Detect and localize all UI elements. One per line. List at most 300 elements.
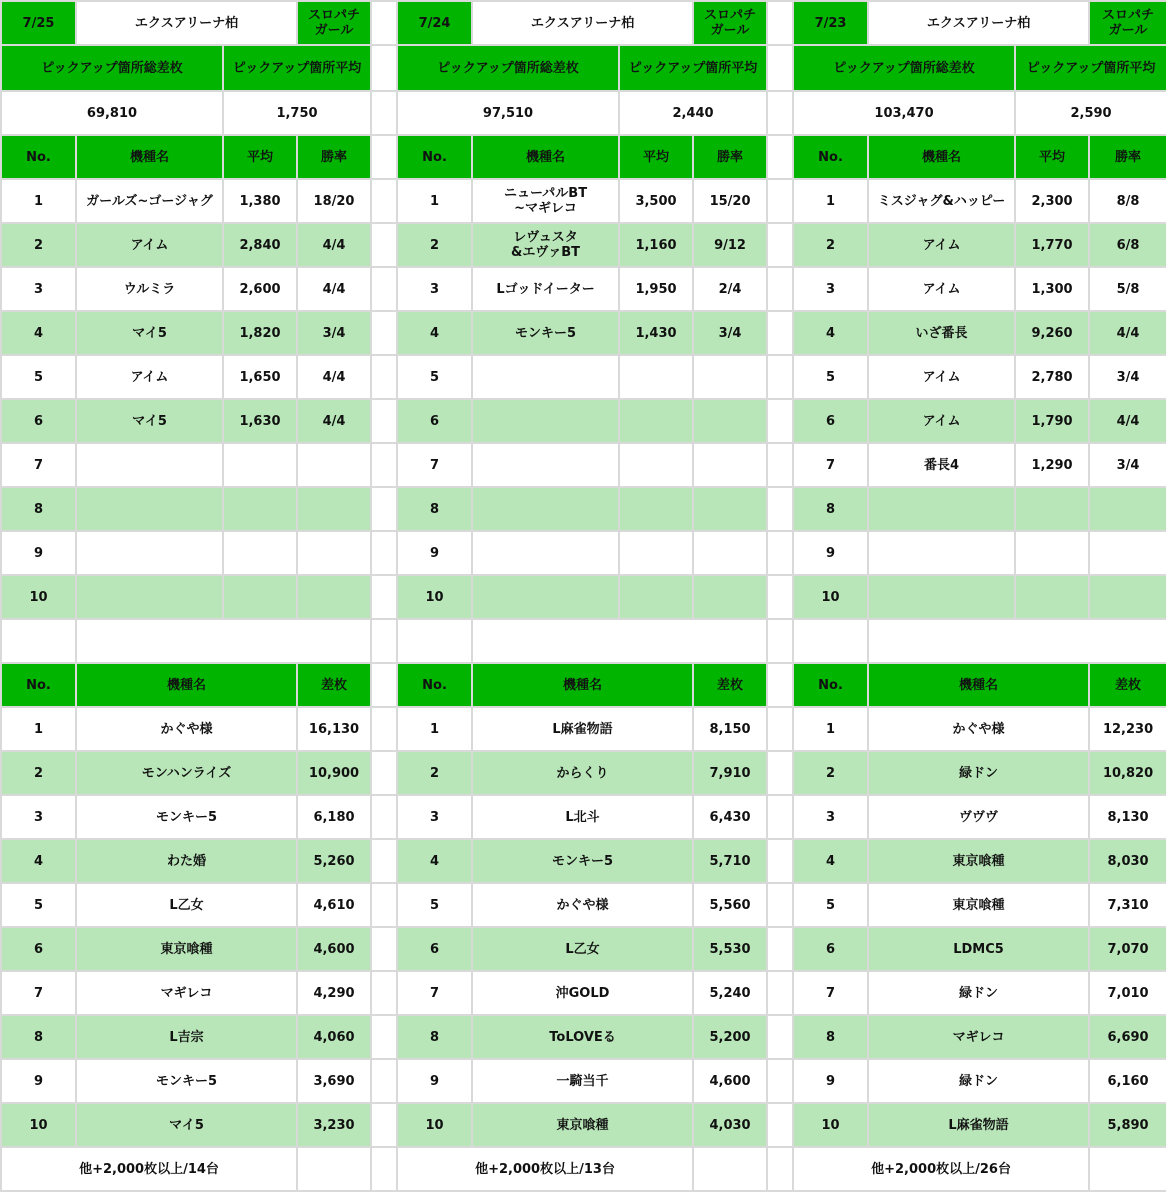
- media-badge: [693, 1, 767, 45]
- pickup-avg: 2,600: [223, 267, 297, 311]
- pickup-no: 1: [793, 179, 868, 223]
- ranking-no: 9: [793, 1059, 868, 1103]
- ranking-no: 6: [1, 927, 76, 971]
- pickup-win-rate: 3/4: [1089, 355, 1166, 399]
- panel-gap: [767, 267, 793, 311]
- ranking-diff: 7,910: [693, 751, 767, 795]
- ranking-machine: L乙女: [76, 883, 297, 927]
- panel-gap: [371, 1059, 397, 1103]
- panel-gap: [767, 1059, 793, 1103]
- pickup-header-no: No.: [1, 135, 76, 179]
- pickup-avg: 1,820: [223, 311, 297, 355]
- ranking-footer: 他+2,000枚以上/26台: [793, 1147, 1089, 1191]
- ranking-header-no: No.: [397, 663, 472, 707]
- ranking-footer: 他+2,000枚以上/13台: [397, 1147, 693, 1191]
- pickup-no: 2: [1, 223, 76, 267]
- pickup-machine: アイム: [868, 355, 1015, 399]
- pickup-win-rate: 4/4: [297, 223, 371, 267]
- panel-gap: [371, 707, 397, 751]
- pickup-machine: 番長4: [868, 443, 1015, 487]
- panel-gap: [371, 223, 397, 267]
- panel-gap: [767, 619, 793, 663]
- ranking-machine: L麻雀物語: [868, 1103, 1089, 1147]
- panel-gap: [371, 795, 397, 839]
- panel-gap: [767, 795, 793, 839]
- pickup-no: 10: [1, 575, 76, 619]
- pickup-avg: [619, 443, 693, 487]
- ranking-no: 3: [397, 795, 472, 839]
- ranking-no: 7: [793, 971, 868, 1015]
- blank-cell: [297, 1147, 371, 1191]
- blank-cell: [1089, 1147, 1166, 1191]
- pickup-win-rate: [297, 487, 371, 531]
- grid-row: [1, 223, 1166, 267]
- pickup-no: 1: [397, 179, 472, 223]
- pickup-header-win: 勝率: [1089, 135, 1166, 179]
- date-cell: 7/24: [397, 1, 472, 45]
- pickup-win-rate: 4/4: [297, 267, 371, 311]
- ranking-header-diff: 差枚: [1089, 663, 1166, 707]
- ranking-diff: 5,260: [297, 839, 371, 883]
- pickup-no: 10: [397, 575, 472, 619]
- grid-row: [1, 1015, 1166, 1059]
- pickup-machine: [868, 531, 1015, 575]
- pickup-machine: アイム: [868, 267, 1015, 311]
- ranking-diff: 3,690: [297, 1059, 371, 1103]
- ranking-machine: マギレコ: [868, 1015, 1089, 1059]
- pickup-win-rate: 3/4: [297, 311, 371, 355]
- pickup-header-win: 勝率: [693, 135, 767, 179]
- grid-row: [1, 1103, 1166, 1147]
- grid-row: [1, 267, 1166, 311]
- ranking-diff: 10,820: [1089, 751, 1166, 795]
- pickup-avg: 9,260: [1015, 311, 1089, 355]
- pickup-machine: [472, 179, 619, 223]
- ranking-machine: 東京喰種: [868, 883, 1089, 927]
- ranking-no: 10: [1, 1103, 76, 1147]
- pickup-no: 9: [793, 531, 868, 575]
- ranking-header-machine: 機種名: [868, 663, 1089, 707]
- pickup-no: 4: [1, 311, 76, 355]
- panel-gap: [371, 1147, 397, 1191]
- media-badge-line: スロパチ: [1102, 8, 1155, 23]
- ranking-header-machine: 機種名: [76, 663, 297, 707]
- blank-cell: [472, 619, 767, 663]
- ranking-diff: 4,610: [297, 883, 371, 927]
- panel-gap: [371, 267, 397, 311]
- ranking-machine: 東京喰種: [868, 839, 1089, 883]
- pickup-no: 3: [793, 267, 868, 311]
- date-cell: 7/23: [793, 1, 868, 45]
- grid-row: [1, 531, 1166, 575]
- total-diff-header: ピックアップ箇所総差枚: [1, 45, 223, 91]
- panel-gap: [767, 91, 793, 135]
- panel-gap: [767, 927, 793, 971]
- ranking-diff: 4,060: [297, 1015, 371, 1059]
- pickup-avg: [1015, 531, 1089, 575]
- pickup-machine: [472, 487, 619, 531]
- pickup-header-avg: 平均: [1015, 135, 1089, 179]
- pickup-no: 9: [397, 531, 472, 575]
- panel-gap: [371, 135, 397, 179]
- pickup-avg: 2,840: [223, 223, 297, 267]
- panel-gap: [767, 443, 793, 487]
- average-value: 2,590: [1015, 91, 1166, 135]
- panel-gap: [767, 531, 793, 575]
- panel-gap: [767, 179, 793, 223]
- pickup-win-rate: 3/4: [693, 311, 767, 355]
- media-badge-line: スロパチ: [308, 8, 361, 23]
- pickup-avg: 1,160: [619, 223, 693, 267]
- ranking-no: 4: [793, 839, 868, 883]
- blank-cell: [868, 619, 1166, 663]
- pickup-machine: [76, 487, 223, 531]
- pickup-win-rate: [297, 575, 371, 619]
- pickup-machine-line: ニューパルBT: [503, 186, 588, 201]
- ranking-header-machine: 機種名: [472, 663, 693, 707]
- blank-cell: [76, 619, 371, 663]
- pickup-machine: Lゴッドイーター: [472, 267, 619, 311]
- pickup-win-rate: 4/4: [297, 399, 371, 443]
- ranking-machine: かぐや様: [76, 707, 297, 751]
- ranking-no: 6: [793, 927, 868, 971]
- panel-gap: [371, 179, 397, 223]
- ranking-diff: 6,180: [297, 795, 371, 839]
- ranking-diff: 8,150: [693, 707, 767, 751]
- grid-row: [1, 135, 1166, 179]
- panel-gap: [371, 839, 397, 883]
- pickup-win-rate: 6/8: [1089, 223, 1166, 267]
- ranking-diff: 5,530: [693, 927, 767, 971]
- pickup-win-rate: [1089, 575, 1166, 619]
- ranking-diff: 16,130: [297, 707, 371, 751]
- pickup-header-machine: 機種名: [868, 135, 1015, 179]
- panel-gap: [767, 45, 793, 91]
- pickup-header-win: 勝率: [297, 135, 371, 179]
- panel-gap: [371, 927, 397, 971]
- average-header: ピックアップ箇所平均: [619, 45, 767, 91]
- pickup-win-rate: [297, 443, 371, 487]
- pickup-machine: アイム: [868, 223, 1015, 267]
- ranking-machine: かぐや様: [868, 707, 1089, 751]
- ranking-no: 10: [793, 1103, 868, 1147]
- pickup-machine: マイ5: [76, 311, 223, 355]
- grid-row: [1, 927, 1166, 971]
- panel-gap: [767, 971, 793, 1015]
- ranking-no: 3: [793, 795, 868, 839]
- panel-gap: [371, 355, 397, 399]
- panel-gap: [371, 751, 397, 795]
- ranking-diff: 7,310: [1089, 883, 1166, 927]
- pickup-no: 5: [397, 355, 472, 399]
- pickup-machine: アイム: [868, 399, 1015, 443]
- grid-row: [1, 355, 1166, 399]
- pickup-win-rate: [1089, 531, 1166, 575]
- grid-row: [1, 443, 1166, 487]
- grid-row: [1, 839, 1166, 883]
- pickup-win-rate: [693, 531, 767, 575]
- pickup-avg: [619, 399, 693, 443]
- blank-cell: [693, 1147, 767, 1191]
- ranking-no: 3: [1, 795, 76, 839]
- pickup-avg: 1,380: [223, 179, 297, 223]
- grid-row: [1, 45, 1166, 91]
- ranking-machine: マギレコ: [76, 971, 297, 1015]
- blank-cell: [397, 619, 472, 663]
- pickup-machine: [868, 487, 1015, 531]
- panel-gap: [371, 575, 397, 619]
- pickup-win-rate: [693, 487, 767, 531]
- media-badge: [1089, 1, 1166, 45]
- ranking-diff: 5,710: [693, 839, 767, 883]
- ranking-no: 5: [793, 883, 868, 927]
- panel-gap: [767, 575, 793, 619]
- pickup-machine: ガールズ~ゴージャグ: [76, 179, 223, 223]
- pickup-avg: 1,300: [1015, 267, 1089, 311]
- grid-row: [1, 707, 1166, 751]
- pickup-win-rate: 5/8: [1089, 267, 1166, 311]
- panel-gap: [767, 355, 793, 399]
- media-badge-line: ガール: [1108, 23, 1148, 38]
- panel-gap: [767, 311, 793, 355]
- pickup-header-machine: 機種名: [76, 135, 223, 179]
- pickup-win-rate: [693, 443, 767, 487]
- pickup-machine: [472, 223, 619, 267]
- panel-gap: [767, 883, 793, 927]
- ranking-diff: 6,430: [693, 795, 767, 839]
- pickup-avg: 1,790: [1015, 399, 1089, 443]
- pickup-avg: 1,770: [1015, 223, 1089, 267]
- ranking-machine: モンキー5: [76, 1059, 297, 1103]
- store-name: エクスアリーナ柏: [76, 1, 297, 45]
- ranking-diff: 12,230: [1089, 707, 1166, 751]
- ranking-no: 8: [397, 1015, 472, 1059]
- pickup-machine: [472, 399, 619, 443]
- ranking-no: 4: [1, 839, 76, 883]
- pickup-no: 2: [793, 223, 868, 267]
- ranking-machine: ヴヴヴ: [868, 795, 1089, 839]
- store-name: エクスアリーナ柏: [868, 1, 1089, 45]
- ranking-header-diff: 差枚: [693, 663, 767, 707]
- pickup-machine: アイム: [76, 223, 223, 267]
- ranking-diff: 4,290: [297, 971, 371, 1015]
- ranking-diff: 3,230: [297, 1103, 371, 1147]
- panel-gap: [767, 1103, 793, 1147]
- grid-row: [1, 751, 1166, 795]
- media-badge-line: ガール: [314, 23, 354, 38]
- ranking-machine: わた婚: [76, 839, 297, 883]
- ranking-diff: 6,690: [1089, 1015, 1166, 1059]
- panel-gap: [371, 1, 397, 45]
- average-header: ピックアップ箇所平均: [223, 45, 371, 91]
- pickup-machine: [472, 443, 619, 487]
- ranking-machine: モンハンライズ: [76, 751, 297, 795]
- pickup-avg: [1015, 575, 1089, 619]
- pickup-no: 7: [1, 443, 76, 487]
- pickup-avg: 1,290: [1015, 443, 1089, 487]
- pickup-win-rate: [1089, 487, 1166, 531]
- ranking-diff: 4,600: [693, 1059, 767, 1103]
- pickup-win-rate: [693, 399, 767, 443]
- store-name: エクスアリーナ柏: [472, 1, 693, 45]
- ranking-no: 8: [1, 1015, 76, 1059]
- ranking-no: 2: [397, 751, 472, 795]
- grid-row: [1, 619, 1166, 663]
- pickup-win-rate: 9/12: [693, 223, 767, 267]
- panel-gap: [767, 135, 793, 179]
- ranking-machine: 東京喰種: [472, 1103, 693, 1147]
- pickup-no: 7: [793, 443, 868, 487]
- ranking-machine: 緑ドン: [868, 971, 1089, 1015]
- pickup-header-no: No.: [397, 135, 472, 179]
- ranking-footer: 他+2,000枚以上/14台: [1, 1147, 297, 1191]
- ranking-no: 10: [397, 1103, 472, 1147]
- ranking-no: 2: [1, 751, 76, 795]
- pickup-win-rate: [693, 575, 767, 619]
- pickup-machine: [472, 355, 619, 399]
- ranking-no: 1: [793, 707, 868, 751]
- total-diff-value: 69,810: [1, 91, 223, 135]
- pickup-header-no: No.: [793, 135, 868, 179]
- pickup-machine: ウルミラ: [76, 267, 223, 311]
- panel-gap: [371, 1103, 397, 1147]
- ranking-no: 1: [1, 707, 76, 751]
- pickup-machine-line: レヴュスタ: [513, 230, 578, 245]
- pickup-avg: 2,780: [1015, 355, 1089, 399]
- pickup-win-rate: 4/4: [297, 355, 371, 399]
- pickup-no: 9: [1, 531, 76, 575]
- pickup-avg: 1,630: [223, 399, 297, 443]
- blank-cell: [1, 619, 76, 663]
- pickup-win-rate: 4/4: [1089, 311, 1166, 355]
- pickup-avg: [223, 531, 297, 575]
- panel-gap: [767, 1, 793, 45]
- average-value: 1,750: [223, 91, 371, 135]
- ranking-diff: 4,030: [693, 1103, 767, 1147]
- panel-gap: [767, 751, 793, 795]
- pickup-no: 6: [1, 399, 76, 443]
- ranking-diff: 5,200: [693, 1015, 767, 1059]
- blank-cell: [793, 619, 868, 663]
- pickup-no: 4: [793, 311, 868, 355]
- ranking-diff: 4,600: [297, 927, 371, 971]
- grid-row: [1, 883, 1166, 927]
- panel-gap: [371, 663, 397, 707]
- ranking-header-no: No.: [793, 663, 868, 707]
- grid-row: [1, 1, 1166, 45]
- panel-gap: [371, 1015, 397, 1059]
- pickup-avg: 2,300: [1015, 179, 1089, 223]
- panel-gap: [371, 619, 397, 663]
- pickup-machine: アイム: [76, 355, 223, 399]
- pickup-avg: [619, 355, 693, 399]
- pickup-avg: 3,500: [619, 179, 693, 223]
- ranking-no: 6: [397, 927, 472, 971]
- ranking-no: 8: [793, 1015, 868, 1059]
- panel-gap: [371, 487, 397, 531]
- grid-row: [1, 575, 1166, 619]
- pickup-no: 8: [793, 487, 868, 531]
- pickup-win-rate: 3/4: [1089, 443, 1166, 487]
- panel-gap: [371, 311, 397, 355]
- ranking-diff: 5,890: [1089, 1103, 1166, 1147]
- ranking-machine: かぐや様: [472, 883, 693, 927]
- pickup-machine: [472, 531, 619, 575]
- pickup-win-rate: 4/4: [1089, 399, 1166, 443]
- total-diff-header: ピックアップ箇所総差枚: [397, 45, 619, 91]
- ranking-no: 2: [793, 751, 868, 795]
- ranking-diff: 6,160: [1089, 1059, 1166, 1103]
- pickup-win-rate: [297, 531, 371, 575]
- grid-row: [1, 91, 1166, 135]
- panel-gap: [371, 883, 397, 927]
- ranking-no: 7: [397, 971, 472, 1015]
- pickup-machine: モンキー5: [472, 311, 619, 355]
- panel-gap: [767, 1015, 793, 1059]
- ranking-no: 1: [397, 707, 472, 751]
- pickup-no: 4: [397, 311, 472, 355]
- ranking-diff: 5,240: [693, 971, 767, 1015]
- panel-gap: [371, 91, 397, 135]
- grid-row: [1, 179, 1166, 223]
- ranking-machine: LDMC5: [868, 927, 1089, 971]
- ranking-no: 9: [397, 1059, 472, 1103]
- ranking-machine: L麻雀物語: [472, 707, 693, 751]
- ranking-no: 5: [397, 883, 472, 927]
- panel-gap: [767, 399, 793, 443]
- pickup-avg: 1,650: [223, 355, 297, 399]
- ranking-machine: モンキー5: [472, 839, 693, 883]
- panel-gap: [767, 223, 793, 267]
- ranking-machine: 沖GOLD: [472, 971, 693, 1015]
- media-badge-line: スロパチ: [704, 8, 757, 23]
- pickup-avg: [619, 487, 693, 531]
- pickup-machine: [76, 531, 223, 575]
- ranking-diff: 7,010: [1089, 971, 1166, 1015]
- ranking-machine: 東京喰種: [76, 927, 297, 971]
- average-header: ピックアップ箇所平均: [1015, 45, 1166, 91]
- pickup-avg: [223, 575, 297, 619]
- pickup-no: 3: [397, 267, 472, 311]
- pickup-avg: 1,430: [619, 311, 693, 355]
- average-value: 2,440: [619, 91, 767, 135]
- grid-row: [1, 487, 1166, 531]
- ranking-no: 5: [1, 883, 76, 927]
- ranking-no: 4: [397, 839, 472, 883]
- ranking-machine: モンキー5: [76, 795, 297, 839]
- pickup-no: 7: [397, 443, 472, 487]
- grid-row: [1, 971, 1166, 1015]
- ranking-diff: 7,070: [1089, 927, 1166, 971]
- panel-gap: [767, 663, 793, 707]
- grid-row: [1, 663, 1166, 707]
- pickup-machine-line: &エヴァBT: [511, 245, 580, 260]
- panel-gap: [371, 45, 397, 91]
- pickup-no: 6: [793, 399, 868, 443]
- pickup-no: 2: [397, 223, 472, 267]
- media-badge-line: ガール: [710, 23, 750, 38]
- ranking-machine: からくり: [472, 751, 693, 795]
- panel-gap: [371, 399, 397, 443]
- pickup-win-rate: 8/8: [1089, 179, 1166, 223]
- panel-gap: [767, 707, 793, 751]
- pickup-machine: ミスジャグ&ハッピー: [868, 179, 1015, 223]
- grid-row: [1, 311, 1166, 355]
- pickup-no: 8: [397, 487, 472, 531]
- ranking-machine: L北斗: [472, 795, 693, 839]
- total-diff-value: 97,510: [397, 91, 619, 135]
- pickup-machine: [472, 575, 619, 619]
